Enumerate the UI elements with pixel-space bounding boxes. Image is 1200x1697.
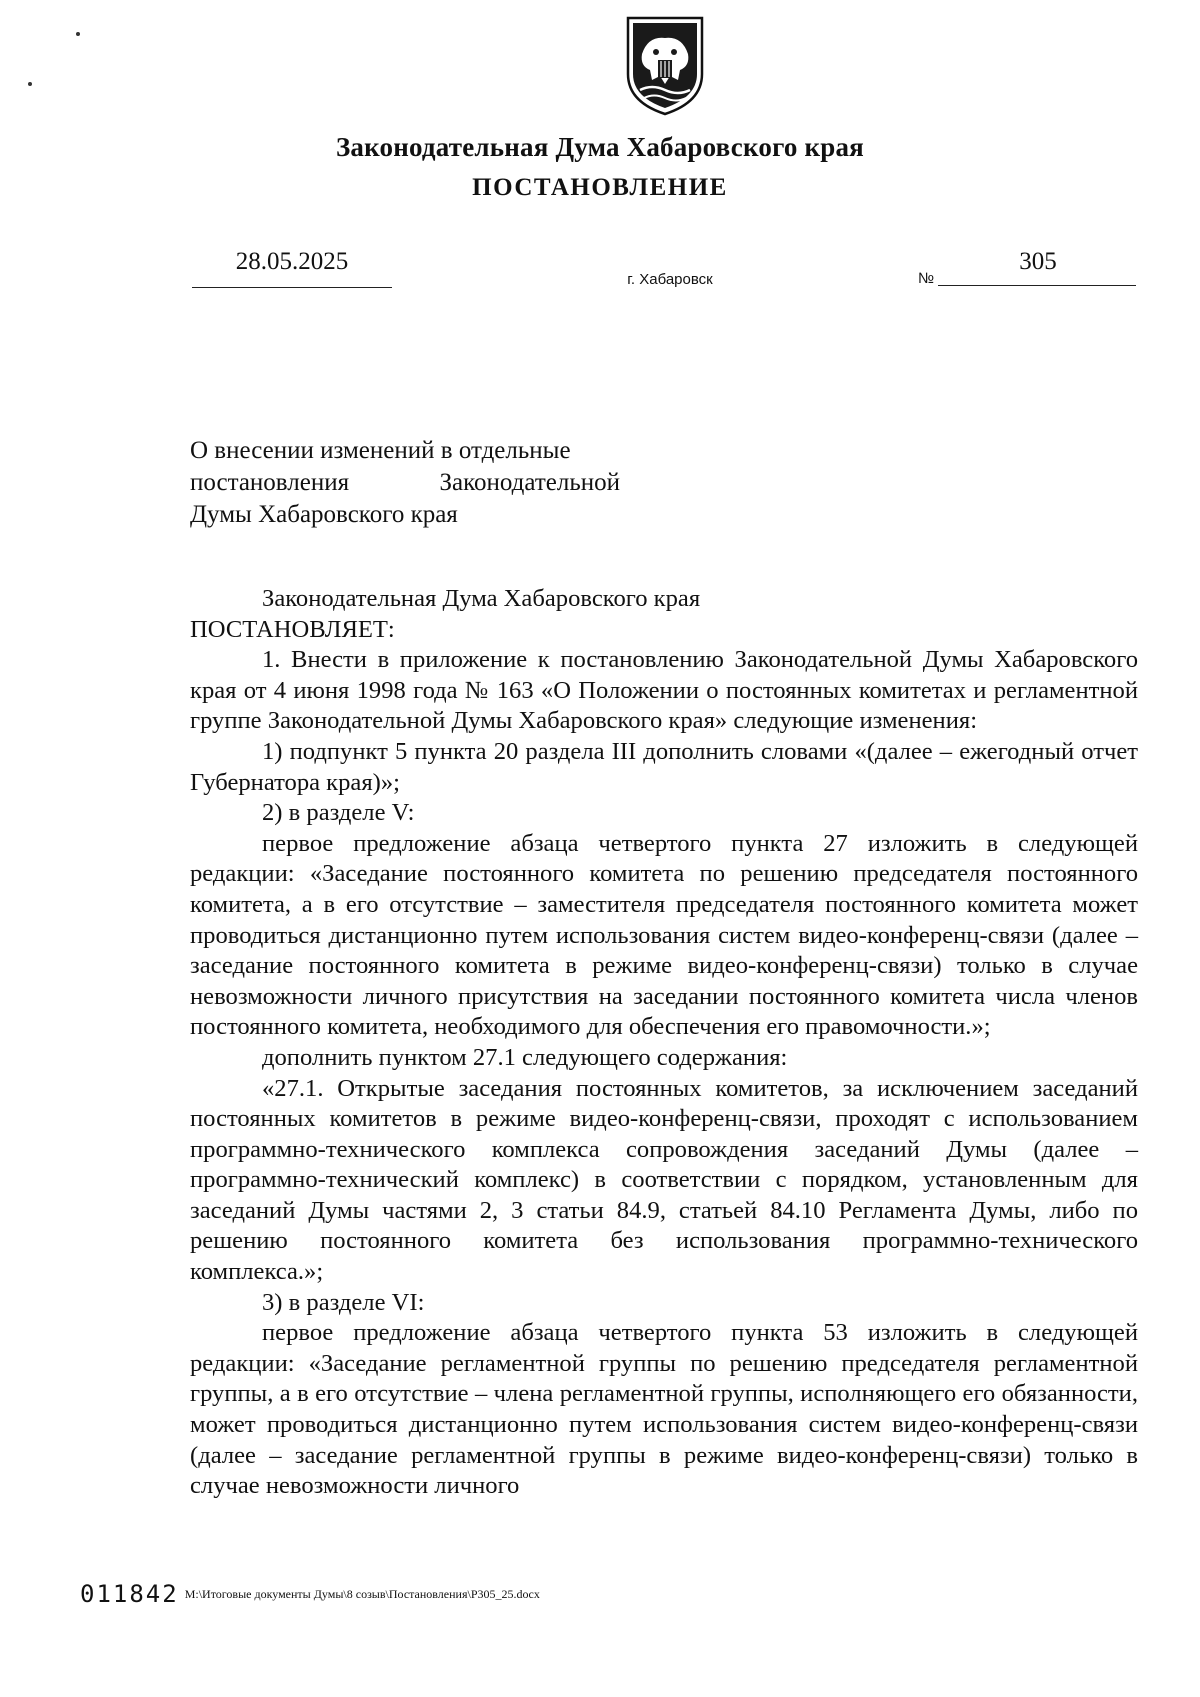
number-underline [938,285,1136,286]
paragraph-subitem-1: 1) подпункт 5 пункта 20 раздела III дополнить словами «(далее – ежегодный отчет Губернатора края)»; [190,737,1138,796]
subject-line-2-right: Законодательной [439,469,620,496]
paragraph-item-1: 1. Внести в приложение к постановлению Законодательной Думы Хабаровского края от 4 июня 1998 года № 163 «О Положении о постоянных комитетах и регламентной группе Законодательной Думы Хабаровского края» следующие изменения: [190,646,1138,735]
subject-line-2 [190,467,620,499]
document-date: 28.05.2025 [235,248,349,275]
document-type-title: ПОСТАНОВЛЕНИЕ [472,174,728,201]
subject-line-3: Думы Хабаровского края [190,501,458,528]
scan-speck [76,32,80,36]
number-sign: № [918,270,935,287]
paragraph-subitem-2: 2) в разделе V: [262,799,415,827]
paragraph-section-v-change: первое предложение абзаца четвертого пункта 27 изложить в следующей редакции: «Заседание постоянного комитета по решению председателя постоянного комитета, а в его отсутствие – заместителя председателя постоянного комитета может проводиться дистанционно путем использования систем видео-конференц-связи (далее – заседание постоянного комитета в режиме видео-конференц-связи) только в случае невозможности личного присутствия на заседании постоянного комитета числа членов постоянного комитета, необходимого для обеспечения его правомочности.»; [190,829,1138,1041]
organization-title: Законодательная Дума Хабаровского края [335,132,864,162]
document-footer [80,1580,540,1608]
scan-speck [28,82,32,86]
paragraph-preamble: Законодательная Дума Хабаровского края [262,585,701,612]
subject-line-2-left: постановления [190,469,350,496]
date-underline [192,287,392,288]
coat-of-arms-icon [620,14,710,118]
footer-file-path: M:\Итоговые документы Думы\8 созыв\Постановления\P305_25.docx [184,1586,540,1601]
document-subject [190,435,620,531]
paragraph-resolves: ПОСТАНОВЛЯЕТ: [190,615,395,643]
subject-line-1: О внесении изменений в отдельные [190,437,571,464]
footer-code: 011842 [80,1580,179,1608]
city-label: г. Хабаровск [627,271,713,288]
paragraph-section-vi-change: первое предложение абзаца четвертого пункта 53 изложить в следующей редакции: «Заседание регламентной группы по решению председателя регламентной группы, а в его отсутствие – члена регламентной группы, исполняющего его обязанности, может проводиться дистанционно путем использования систем видео-конференц-связи (далее – заседание регламентной группы в режиме видео-конференц-связи) только в случае невозможности личного [190,1319,1138,1500]
paragraph-add-27-1: дополнить пунктом 27.1 следующего содержания: [262,1043,788,1071]
document-number: 305 [1019,248,1057,275]
document-body [190,584,1138,1502]
paragraph-subitem-3: 3) в разделе VI: [262,1288,425,1316]
paragraph-27-1-text: «27.1. Открытые заседания постоянных комитетов, за исключением заседаний постоянных комитетов в режиме видео-конференц-связи, проходят с использованием программно-технического комплекса сопровождения заседаний Думы (далее – программно-технический комплекс) в соответствии с порядком, установленным для заседаний Думы частями 2, 3 статьи 84.9, статьей 84.10 Регламента Думы, либо по решению постоянного комитета без использования программно-технического комплекса.»; [190,1074,1138,1286]
